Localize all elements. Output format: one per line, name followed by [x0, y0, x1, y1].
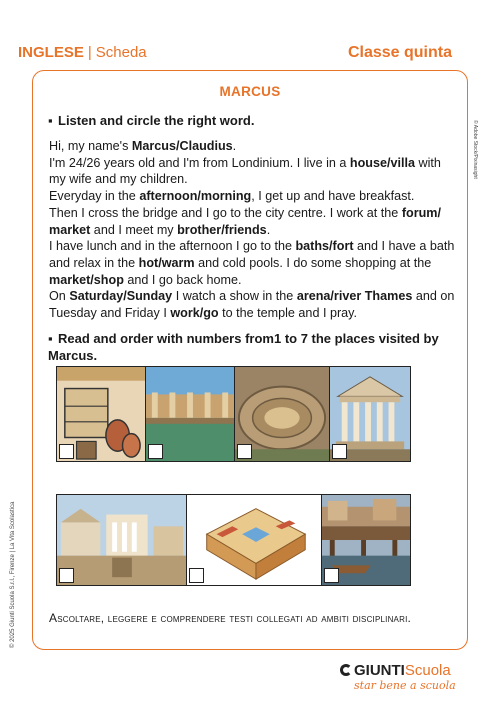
- publisher-logo: [340, 662, 460, 702]
- forum-icon: [57, 495, 186, 585]
- passage-line: Then I cross the bridge and I go to the city centre. I work at the forum/ market and I meet my brother/friends.: [49, 205, 441, 237]
- choice-word[interactable]: Marcus/Claudius: [131, 139, 233, 153]
- choice-word[interactable]: house/villa: [349, 155, 415, 170]
- giunti-logo-icon: [340, 664, 352, 676]
- bullet-icon: ▪: [48, 113, 53, 128]
- market-stall-illustration: [56, 366, 146, 462]
- passage-line: I have lunch and in the afternoon I go to the baths/fort and I have a bath and relax in the hot/warm and cold pools. I do some shopping at the market/shop and I go back home.: [49, 239, 455, 287]
- choice-word[interactable]: arena/river Thames: [296, 289, 413, 304]
- order-box[interactable]: [324, 568, 339, 583]
- forum-city-photo: [56, 494, 187, 586]
- choice-word[interactable]: hot/warm: [138, 255, 195, 270]
- order-box[interactable]: [59, 444, 74, 459]
- choice-word[interactable]: afternoon/morning: [139, 189, 252, 204]
- temple-photo: [329, 366, 411, 462]
- reading-passage: [49, 138, 459, 322]
- order-box[interactable]: [189, 568, 204, 583]
- logo-tagline: star bene a scuola: [354, 679, 456, 692]
- choice-word[interactable]: Saturday/Sunday: [69, 289, 173, 304]
- arena-amphitheatre-photo: [234, 366, 330, 462]
- page-title: MARCUS: [219, 84, 281, 99]
- header-separator: |: [87, 44, 92, 61]
- grade-label: Classe quinta: [347, 44, 452, 61]
- order-box[interactable]: [59, 568, 74, 583]
- villa-cutaway-illustration: [186, 494, 322, 586]
- logo-wordmark: GIUNTIScuola: [340, 662, 460, 679]
- copyright-notice: © 2025 Giunti Scuola S.r.l., Firenze | La Vita Scolastica: [10, 501, 16, 648]
- passage-line: Hi, my name's Marcus/Claudius.: [49, 139, 237, 153]
- choice-word[interactable]: brother/friends: [177, 222, 267, 237]
- exercise2-text: Read and order with numbers from1 to 7 the places visited by Marcus.: [48, 331, 439, 363]
- bridge-river-photo: [321, 494, 411, 586]
- choice-word[interactable]: market/shop: [49, 272, 124, 287]
- bullet-icon: ▪: [48, 331, 53, 346]
- choice-word[interactable]: work/go: [170, 306, 219, 321]
- sheet-label: Scheda: [95, 44, 147, 61]
- passage-line: I'm 24/26 years old and I'm from Londinium. I live in a house/villa with my wife and my children.: [49, 155, 441, 187]
- exercise1-instruction: [48, 112, 448, 129]
- villa-icon: [187, 495, 321, 585]
- order-box[interactable]: [148, 444, 163, 459]
- photo-credit: © Adobe Stock/Pixinasight: [472, 120, 478, 179]
- choice-word[interactable]: baths/fort: [295, 239, 354, 254]
- learning-objective: Ascoltare, leggere e comprendere testi collegati ad ambiti disciplinari.: [49, 611, 412, 625]
- choice-word[interactable]: forum/ market: [49, 205, 441, 237]
- header-subject-sheet: [18, 44, 147, 61]
- order-box[interactable]: [237, 444, 252, 459]
- order-box[interactable]: [332, 444, 347, 459]
- subject-label: INGLESE: [18, 44, 84, 61]
- roman-baths-photo: [145, 366, 235, 462]
- passage-line: Everyday in the afternoon/morning, I get up and have breakfast.: [49, 189, 415, 204]
- exercise1-text: Listen and circle the right word.: [58, 113, 255, 128]
- exercise2-instruction: [48, 330, 458, 364]
- passage-line: On Saturday/Sunday I watch a show in the arena/river Thames and on Tuesday and Friday I work/go to the temple and I pray.: [49, 289, 455, 321]
